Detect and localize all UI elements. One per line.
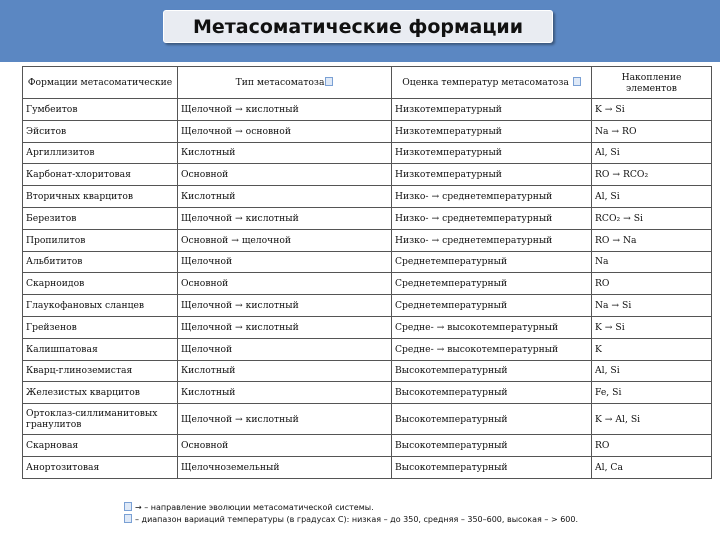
cell-temperature: Низко- → среднетемпературный: [392, 207, 592, 229]
footnote-marker-icon: [124, 502, 132, 511]
cell-type: Основной: [178, 435, 392, 457]
table-row: [23, 316, 712, 338]
cell-elements: K → Si: [592, 99, 712, 121]
cell-formation: Березитов: [23, 207, 178, 229]
table-row: [23, 120, 712, 142]
cell-type: Щелочной → кислотный: [178, 404, 392, 435]
table-row: [23, 382, 712, 404]
cell-formation: Эйситов: [23, 120, 178, 142]
cell-elements: Al, Ca: [592, 456, 712, 478]
cell-type: Щелочной: [178, 251, 392, 273]
footnote-marker-icon: [124, 514, 132, 523]
cell-type: Щелочной → основной: [178, 120, 392, 142]
table-row: [23, 404, 712, 435]
table-row: [23, 207, 712, 229]
cell-elements: Al, Si: [592, 186, 712, 208]
cell-temperature: Низко- → среднетемпературный: [392, 186, 592, 208]
cell-formation: Калишпатовая: [23, 338, 178, 360]
cell-temperature: Средне- → высокотемпературный: [392, 316, 592, 338]
table-row: [23, 251, 712, 273]
header-metasomatism-type: Тип метасоматоза: [178, 67, 392, 99]
cell-type: Щелочной: [178, 338, 392, 360]
footnote-marker-icon: [573, 77, 581, 86]
cell-formation: Грейзенов: [23, 316, 178, 338]
cell-formation: Анортозитовая: [23, 456, 178, 478]
cell-temperature: Высокотемпературный: [392, 360, 592, 382]
cell-temperature: Высокотемпературный: [392, 435, 592, 457]
cell-temperature: Высокотемпературный: [392, 456, 592, 478]
cell-formation: Аргиллизитов: [23, 142, 178, 164]
cell-type: Щелочной → кислотный: [178, 316, 392, 338]
cell-temperature: Низкотемпературный: [392, 120, 592, 142]
cell-elements: Al, Si: [592, 360, 712, 382]
cell-formation: Скарновая: [23, 435, 178, 457]
table-row: [23, 229, 712, 251]
table-row: [23, 186, 712, 208]
cell-type: Кислотный: [178, 382, 392, 404]
cell-elements: K → Si: [592, 316, 712, 338]
cell-temperature: Низкотемпературный: [392, 164, 592, 186]
cell-type: Щелочноземельный: [178, 456, 392, 478]
cell-formation: Глаукофановых сланцев: [23, 295, 178, 317]
cell-elements: RCO₂ → Si: [592, 207, 712, 229]
cell-formation: Карбонат-хлоритовая: [23, 164, 178, 186]
cell-type: Основной → щелочной: [178, 229, 392, 251]
cell-formation: Пропилитов: [23, 229, 178, 251]
cell-temperature: Среднетемпературный: [392, 273, 592, 295]
header-formations: Формации метасоматические: [23, 67, 178, 99]
cell-type: Кислотный: [178, 142, 392, 164]
cell-type: Основной: [178, 164, 392, 186]
cell-elements: Na → Si: [592, 295, 712, 317]
cell-type: Основной: [178, 273, 392, 295]
cell-elements: RO → Na: [592, 229, 712, 251]
cell-temperature: Низкотемпературный: [392, 142, 592, 164]
cell-type: Щелочной → кислотный: [178, 207, 392, 229]
document-sheet: [0, 62, 720, 540]
cell-elements: RO: [592, 435, 712, 457]
cell-formation: Кварц-глиноземистая: [23, 360, 178, 382]
cell-elements: Na → RO: [592, 120, 712, 142]
footnote-temperature: – диапазон вариаций температуры (в градусах С): низкая – до 350, средняя – 350–600, высокая – > 600.: [124, 514, 578, 526]
table-row: [23, 456, 712, 478]
cell-temperature: Среднетемпературный: [392, 295, 592, 317]
cell-elements: Al, Si: [592, 142, 712, 164]
cell-elements: RO → RCO₂: [592, 164, 712, 186]
cell-formation: Гумбеитов: [23, 99, 178, 121]
footnote-marker-icon: [325, 77, 333, 86]
cell-type: Щелочной → кислотный: [178, 99, 392, 121]
header-temperature: Оценка температур метасоматоза: [392, 67, 592, 99]
footnotes: [124, 502, 578, 526]
table-row: [23, 273, 712, 295]
cell-formation: Скарноидов: [23, 273, 178, 295]
cell-temperature: Высокотемпературный: [392, 382, 592, 404]
cell-type: Щелочной → кислотный: [178, 295, 392, 317]
page-title-text: Метасоматические формации: [192, 15, 524, 38]
cell-temperature: Низкотемпературный: [392, 99, 592, 121]
page-title: [163, 10, 553, 43]
table-row: [23, 99, 712, 121]
cell-formation: Альбититов: [23, 251, 178, 273]
table-row: [23, 142, 712, 164]
cell-temperature: Среднетемпературный: [392, 251, 592, 273]
cell-elements: Na: [592, 251, 712, 273]
cell-elements: RO: [592, 273, 712, 295]
cell-elements: K → Al, Si: [592, 404, 712, 435]
footnote-arrow: → – направление эволюции метасоматической системы.: [124, 502, 578, 514]
header-elements: Накопление элементов: [592, 67, 712, 99]
cell-temperature: Высокотемпературный: [392, 404, 592, 435]
cell-type: Кислотный: [178, 360, 392, 382]
cell-elements: Fe, Si: [592, 382, 712, 404]
cell-formation: Ортоклаз-силлиманитовых гранулитов: [23, 404, 178, 435]
cell-temperature: Средне- → высокотемпературный: [392, 338, 592, 360]
table-header-row: [23, 67, 712, 99]
table-row: [23, 295, 712, 317]
cell-temperature: Низко- → среднетемпературный: [392, 229, 592, 251]
formations-table: [22, 66, 712, 479]
cell-formation: Железистых кварцитов: [23, 382, 178, 404]
cell-formation: Вторичных кварцитов: [23, 186, 178, 208]
table-row: [23, 164, 712, 186]
table-row: [23, 435, 712, 457]
cell-elements: K: [592, 338, 712, 360]
table-row: [23, 338, 712, 360]
cell-type: Кислотный: [178, 186, 392, 208]
table-row: [23, 360, 712, 382]
